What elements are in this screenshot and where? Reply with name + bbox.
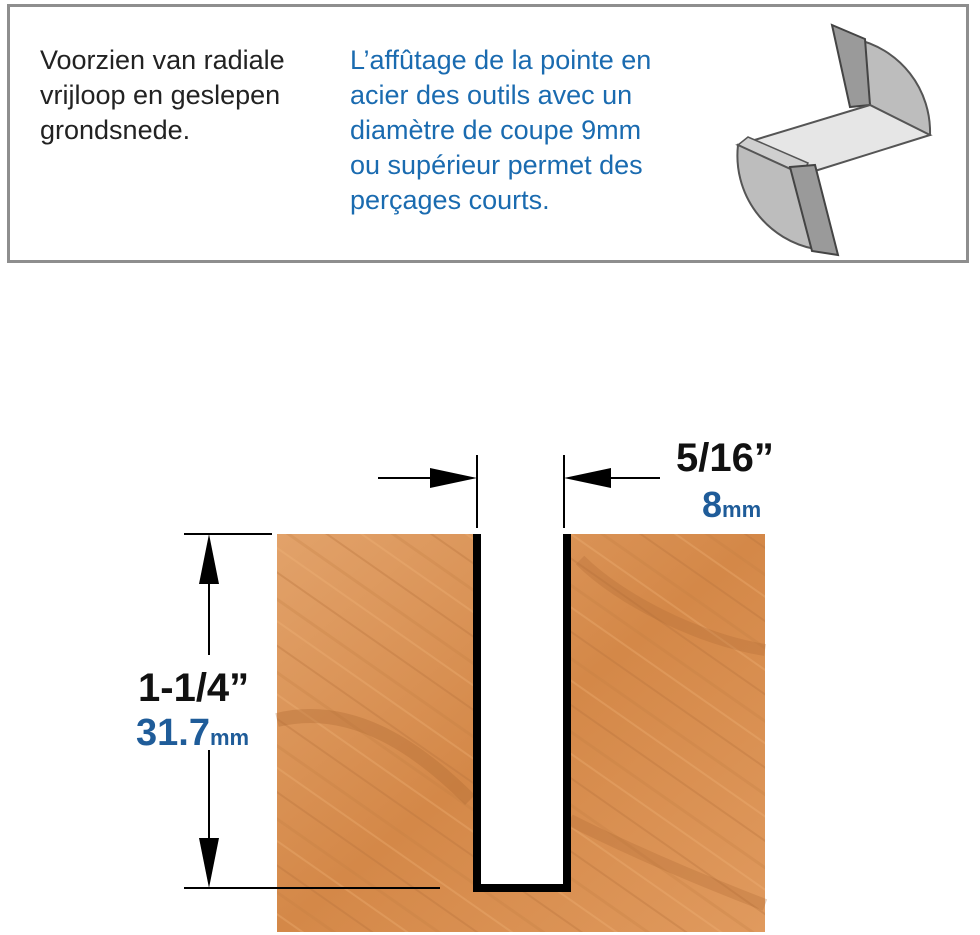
french-description: L’affûtage de la pointe en acier des outils avec un diamètre de coupe 9mm ou supérieur permet des perçages courts.: [350, 45, 652, 215]
depth-mm-label: [136, 712, 249, 755]
depth-mm-unit: mm: [209, 725, 250, 750]
width-mm-unit: mm: [722, 497, 762, 522]
width-mm-label: [702, 484, 761, 526]
depth-inch-label: 1-1/4”: [138, 666, 250, 710]
dutch-description: Voorzien van radiale vrijloop en geslepen grondsnede.: [40, 45, 285, 145]
groove: [477, 534, 567, 888]
width-inch-label: 5/16”: [676, 436, 774, 480]
width-mm-value: 8: [702, 484, 723, 525]
width-dimension: [378, 455, 660, 528]
depth-mm-value: 31.7: [136, 712, 210, 754]
